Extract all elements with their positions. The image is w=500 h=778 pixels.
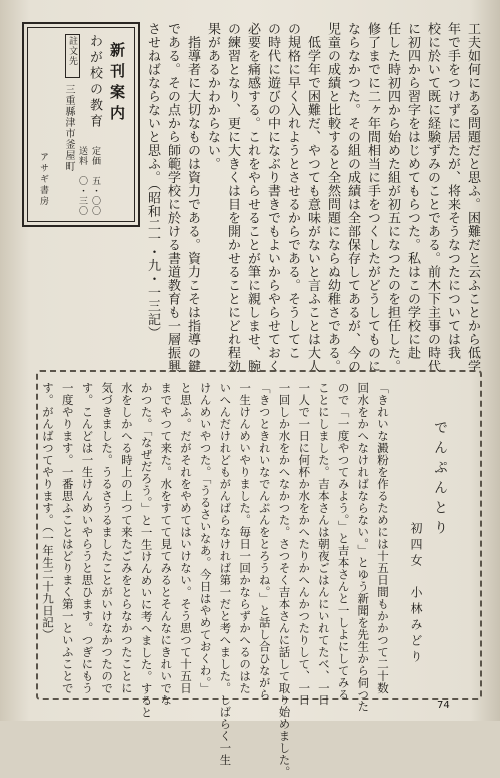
ad-order-note: 註文先 bbox=[65, 34, 80, 78]
essay-author: 初四女 小林みどり bbox=[409, 522, 423, 666]
page-number: 74 bbox=[437, 700, 450, 711]
ad-publisher: アサギ書房 bbox=[38, 152, 48, 207]
new-publication-ad-box bbox=[22, 22, 140, 227]
essay-title: でんぷんとり bbox=[432, 420, 448, 540]
ad-heading: 新刊案内 bbox=[108, 42, 126, 126]
main-article-text: 工夫如何にある問題だと思ふ。困難だと云ふことから低学 年で手をつけずに居たが、将来そうなつたについては我 校に於いて既に経験ずみのことである。前木下主事の時代 に初四から習字をはじめてもらつた。私はこの学校に赴 任した時初四から始めた組が初五になつたのを担任した。 修了までに二ヶ年間相当に手をつくしたがどうしてものに ならなかつた。その組の成績は全部保存してあるが、今の 児童の成績と比較すると全然問題にならぬ幼稚さである。 低学年で困難だ、やつても意味がないと言ふことは大人 の規格に早く入れようとさせるからである。そうしてこ の時代に遊びの中になぶり書きでもよいからやらせておく 必要を痛感する。これをやらせることが筆に親しませ、腕 の練習となり、更に大きくは目を開かせることにどれ程効 果があるかわからない。 指導者に大切なものは資力である。資力こそは指導の鍵 である。その点から師範学校に於ける書道教育も一層振興 させねばならないと思ふ。（昭和二一・九・一三記） bbox=[145, 22, 480, 373]
ad-price: 定価 五・〇〇 送料 〇・三〇 bbox=[77, 146, 100, 216]
ad-book-title: わが校の教育 bbox=[87, 34, 102, 130]
ad-address: 三重縣津市釜屋町 bbox=[63, 84, 74, 172]
essay-body: 「きれいな澱粉を作るためには十五日間もかかつて二十数 回水をかへなければならない。」とゆう新聞を先生から伺つた ので「一度やつてみよう。」と吉本さんと一しよにしてみる ことにしました。吉本さんは朝夜ごはんにいれてたべ、一日 一人で一日に何杯か水をかへたりかへんかつたりして、一日 一回しか水をかへなかつた。さつそく吉本さんに話して取り始めました。 「きつときれいなでんぷんをとろうね。」と話し合ひながら 一生けんめいやりました。毎日一回かならずかへるのはた いへんだけれどもがんばらなければ第一だと考へました。しばらく一生 けんめいやつた。「うるさいなあ。今日はやめておくわ。」 と思ふ。だがそれをやめてはいけない。そう思つて十五日 までやつて来た。水をすてて見てみるとそんなにきれいでな かつた。「なぜだろう。」と一生けんめいに考へました。すると 水をしかへる時上の上つて来たごみをとらなかつたことに 気づきました。うるさうるましたことがいけなかつたので す。こんどは一生けんめいやらうと思ひます。つぎにもう 一度やります。一番思ふことはどりまく第一といふことで す。がんばつてやります。（一年生二十九日記） bbox=[41, 382, 390, 778]
